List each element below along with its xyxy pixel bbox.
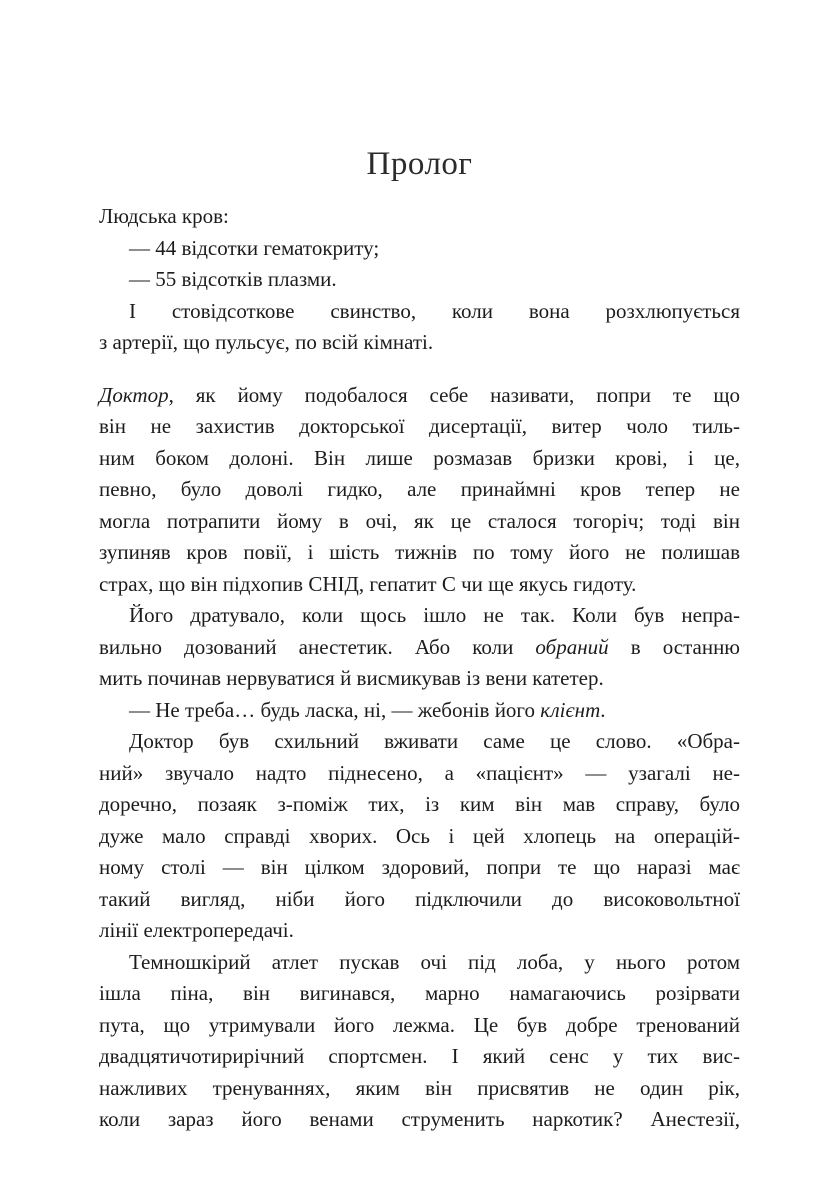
text-line bbox=[99, 1104, 740, 1136]
text-line bbox=[99, 443, 740, 475]
plain-text: в останню bbox=[608, 634, 740, 659]
plain-text: . bbox=[600, 697, 606, 722]
italic-text: Доктор bbox=[99, 382, 169, 407]
text-line bbox=[99, 296, 740, 328]
chapter-title: Пролог bbox=[366, 146, 473, 182]
plain-text: — 55 відсотків плазми. bbox=[129, 267, 337, 291]
plain-text: ному столі — він цілком здоровий, попри те що наразі має bbox=[99, 855, 740, 879]
text-line bbox=[99, 663, 740, 695]
plain-text: дуже мало справді хворих. Ось і цей хлопець на операцій- bbox=[99, 823, 740, 848]
text-line bbox=[99, 947, 740, 979]
plain-text: доречно, позаяк з-поміж тих, із ким він мав справу, було bbox=[99, 792, 740, 816]
text-line bbox=[99, 758, 740, 790]
plain-text: лінії електропередачі. bbox=[99, 918, 294, 942]
plain-text: коли зараз його венами струменить наркотик? Анестезії, bbox=[99, 1107, 740, 1131]
plain-text: Доктор був схильний вживати саме це слово. «Обра- bbox=[129, 729, 740, 753]
plain-text: — 44 відсотки гематокриту; bbox=[129, 235, 380, 260]
text-line bbox=[99, 1073, 740, 1105]
text-line bbox=[99, 506, 740, 538]
text-line bbox=[99, 1010, 740, 1042]
italic-text: клієнт bbox=[540, 697, 601, 722]
plain-text: Темношкірий атлет пускав очі під лоба, у нього ротом bbox=[129, 949, 740, 974]
text-line bbox=[99, 726, 740, 758]
text-line bbox=[99, 380, 740, 412]
text-line bbox=[99, 233, 740, 265]
plain-text: з артерії, що пульсує, по всій кімнаті. bbox=[99, 330, 434, 354]
plain-text: мить починав нервуватися й висмикував із вени катетер. bbox=[99, 666, 604, 690]
plain-text: Його дратувало, коли щось ішло не так. Коли був непра- bbox=[129, 603, 740, 627]
text-line bbox=[99, 1041, 740, 1073]
plain-text: могла потрапити йому в очі, як це сталося тогоріч; тоді він bbox=[99, 508, 740, 533]
text-body bbox=[99, 201, 740, 1136]
text-line bbox=[99, 264, 740, 296]
plain-text: І стовідсоткове свинство, коли вона розхлюпується bbox=[129, 298, 740, 323]
plain-text: ним боком долоні. Він лише розмазав бризки крові, і це, bbox=[99, 445, 740, 470]
plain-text: двадцятичотирирічний спортсмен. І який сенс у тих вис- bbox=[99, 1044, 740, 1068]
plain-text: ішла піна, він вигинався, марно намагаючись розірвати bbox=[99, 981, 740, 1005]
plain-text: пута, що утримували його лежма. Це був добре тренований bbox=[99, 1012, 740, 1037]
text-line bbox=[99, 632, 740, 664]
text-line bbox=[99, 569, 740, 601]
plain-text: певно, було доволі гидко, але принаймні кров тепер не bbox=[99, 477, 740, 501]
text-line bbox=[99, 978, 740, 1010]
plain-text: зупиняв кров повії, і шість тижнів по тому його не полишав bbox=[99, 540, 740, 564]
text-line bbox=[99, 327, 740, 359]
text-line bbox=[99, 852, 740, 884]
text-line bbox=[99, 915, 740, 947]
plain-text: — Не треба… будь ласка, ні, — жебонів його bbox=[129, 697, 541, 722]
plain-text: Людська кров: bbox=[99, 204, 229, 228]
text-section bbox=[99, 201, 740, 359]
text-line bbox=[99, 600, 740, 632]
text-line bbox=[99, 411, 740, 443]
text-line bbox=[99, 695, 740, 727]
plain-text: нажливих тренуваннях, яким він присвятив не один рік, bbox=[99, 1075, 740, 1100]
plain-text: , як йому подобалося себе називати, попри те що bbox=[168, 382, 740, 407]
text-line bbox=[99, 789, 740, 821]
plain-text: ний» звучало надто піднесено, а «пацієнт» — узагалі не- bbox=[99, 760, 740, 785]
text-line bbox=[99, 884, 740, 916]
text-line bbox=[99, 474, 740, 506]
plain-text: страх, що він підхопив СНІД, гепатит С чи ще якусь гидоту. bbox=[99, 571, 637, 596]
text-section bbox=[99, 380, 740, 1136]
plain-text: вильно дозований анестетик. Або коли bbox=[99, 634, 536, 659]
italic-text: обраний bbox=[535, 634, 609, 659]
plain-text: такий вигляд, ніби його підключили до високовольтної bbox=[99, 886, 740, 911]
text-line bbox=[99, 537, 740, 569]
text-line bbox=[99, 821, 740, 853]
plain-text: він не захистив докторської дисертації, витер чоло тиль- bbox=[99, 414, 740, 438]
text-line bbox=[99, 201, 740, 233]
